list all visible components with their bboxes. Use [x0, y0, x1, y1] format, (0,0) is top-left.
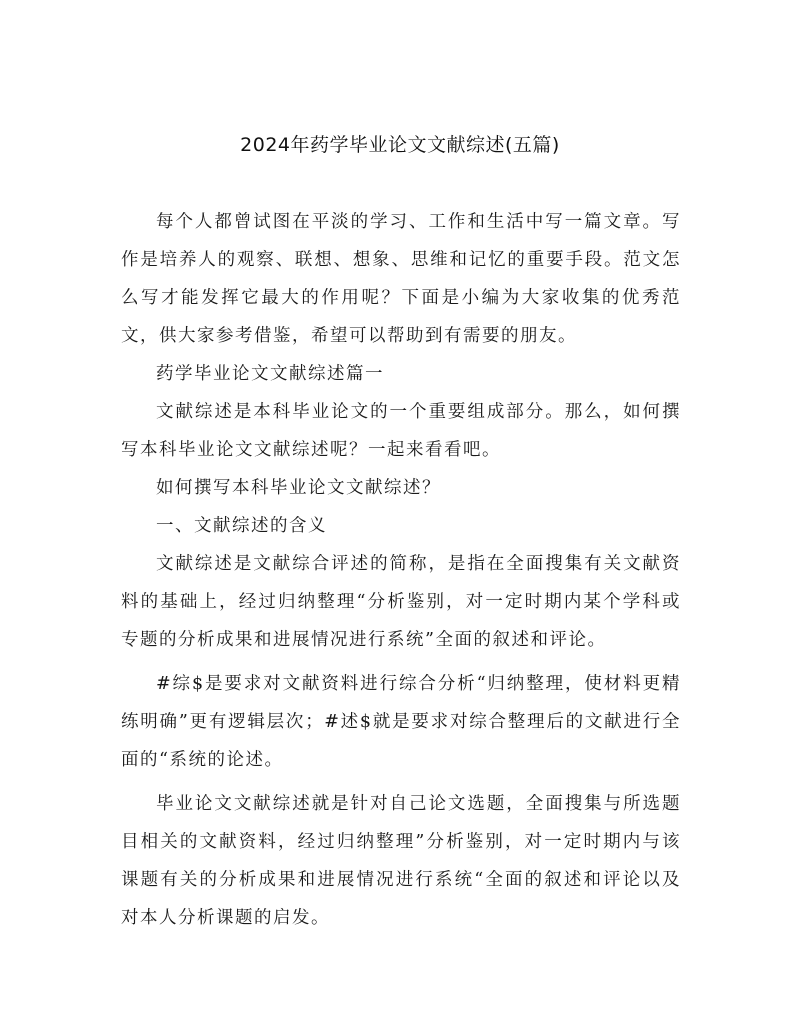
subheading: 如何撰写本科毕业论文文献综述？ [156, 478, 441, 498]
body-paragraph: #综$是要求对文献资料进行综合分析“归纳整理，使材料更精练明确”更有逻辑层次；#述$就是要求对综合整理后的文献进行全面的“系统的论述。 [121, 674, 681, 770]
body-paragraph: 文献综述是本科毕业论文的一个重要组成部分。那么，如何撰写本科毕业论文文献综述呢？一起来看看吧。 [121, 402, 681, 460]
body-paragraph: 文献综述是文献综合评述的简称，是指在全面搜集有关文献资料的基础上，经过归纳整理“分析鉴别，对一定时期内某个学科或专题的分析成果和进展情况进行系统”全面的叙述和评论。 [121, 554, 681, 650]
document-title: 2024年药学毕业论文文献综述(五篇) [240, 134, 560, 156]
body-paragraph: 毕业论文文献综述就是针对自己论文选题，全面搜集与所选题目相关的文献资料，经过归纳整理”分析鉴别，对一定时期内与该课题有关的分析成果和进展情况进行系统“全面的叙述和评论以及对本人分析课题的启发。 [121, 794, 681, 928]
intro-paragraph: 每个人都曾试图在平淡的学习、工作和生活中写一篇文章。写作是培养人的观察、联想、想象、思维和记忆的重要手段。范文怎么写才能发挥它最大的作用呢？下面是小编为大家收集的优秀范文，供大家参考借鉴，希望可以帮助到有需要的朋友。 [121, 212, 681, 346]
document-body [121, 203, 681, 937]
subheading: 一、文献综述的含义 [156, 516, 327, 536]
section-heading: 药学毕业论文文献综述篇一 [156, 364, 384, 384]
